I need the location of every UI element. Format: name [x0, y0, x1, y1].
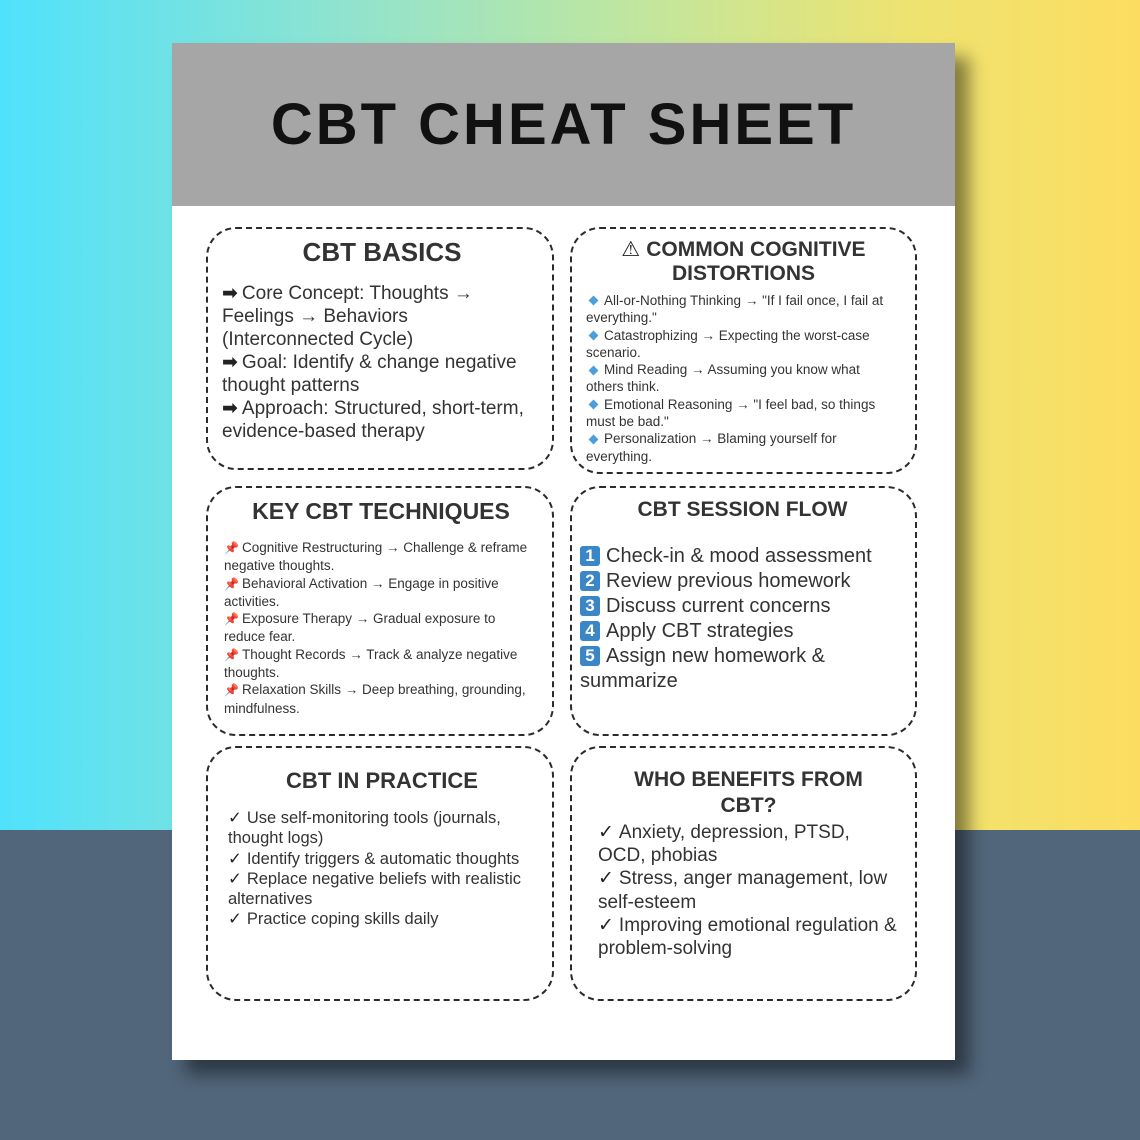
check-mark-icon: ✓ — [598, 868, 614, 890]
list-item: Mind Reading → Assuming you know what others think. — [586, 362, 860, 395]
card-title: CBT BASICS — [302, 237, 462, 267]
blue-diamond-icon — [589, 400, 599, 410]
card-title: KEY CBT TECHNIQUES — [252, 498, 510, 524]
card-cbt-basics — [206, 227, 554, 470]
list-item: 5 Assign new homework & summarize — [580, 645, 825, 692]
list-item: 1 Check-in & mood assessment — [580, 544, 905, 569]
card-cbt-in-practice — [206, 746, 554, 1001]
page-title: CBT CHEAT SHEET — [270, 92, 857, 157]
list-item: ➡ Goal: Identify & change negative thought patterns — [222, 352, 517, 396]
list-item: Catastrophizing → Expecting the worst-case scenario. — [586, 327, 870, 360]
blue-diamond-icon — [589, 296, 599, 306]
arrow-right-icon: ➡ — [222, 283, 238, 304]
warning-icon: ⚠ — [621, 238, 641, 261]
blue-diamond-icon — [589, 365, 599, 375]
number-4-icon: 4 — [580, 621, 600, 641]
arrow-right-icon: ➡ — [222, 398, 238, 419]
cheat-sheet-page — [172, 43, 955, 1060]
number-2-icon: 2 — [580, 571, 600, 591]
list-item: ✓ Anxiety, depression, PTSD, OCD, phobias — [598, 822, 850, 867]
list-item: 📌 Thought Records → Track & analyze negative thoughts. — [224, 646, 518, 681]
card-title: CBT SESSION FLOW — [637, 498, 848, 521]
list-item: ✓ Replace negative beliefs with realistic alternatives — [228, 869, 522, 909]
pushpin-icon: 📌 — [224, 576, 239, 591]
number-5-icon: 5 — [580, 646, 600, 666]
title-header — [172, 43, 955, 206]
list-item: ✓ Use self-monitoring tools (journals, thought logs) — [228, 809, 501, 848]
check-mark-icon: ✓ — [228, 849, 242, 868]
list-item: 📌 Behavioral Activation → Engage in positive activities. — [224, 575, 499, 609]
list-item: Personalization → Blaming yourself for everything. — [586, 431, 837, 464]
number-1-icon: 1 — [580, 546, 600, 566]
check-mark-icon: ✓ — [228, 809, 242, 827]
list-item: ✓ Stress, anger management, low self-esteem — [598, 868, 888, 913]
list-item: 📌 Relaxation Skills → Deep breathing, grounding, mindfulness. — [224, 682, 526, 716]
list-item: 4 Apply CBT strategies — [580, 619, 905, 644]
card-title: WHO BENEFITS FROM CBT? — [634, 768, 863, 817]
card-cognitive-distortions — [570, 227, 917, 474]
list-item: 📌 Cognitive Restructuring → Challenge & reframe negative thoughts. — [224, 540, 528, 574]
card-key-techniques — [206, 486, 554, 736]
list-item: ✓ Improving emotional regulation & problem-solving — [598, 914, 897, 960]
card-session-flow — [570, 486, 917, 736]
card-title: ⚠ COMMON COGNITIVE DISTORTIONS — [621, 238, 866, 285]
card-title: CBT IN PRACTICE — [286, 768, 478, 793]
list-item: ➡ Core Concept: Thoughts → Feelings → Behaviors (Interconnected Cycle) — [222, 283, 473, 350]
pushpin-icon: 📌 — [224, 612, 239, 627]
blue-diamond-icon — [589, 434, 599, 444]
check-mark-icon: ✓ — [598, 822, 614, 843]
pushpin-icon: 📌 — [224, 541, 239, 555]
arrow-right-icon: ➡ — [222, 352, 238, 373]
blue-diamond-icon — [589, 331, 599, 341]
card-who-benefits — [570, 746, 917, 1001]
number-3-icon: 3 — [580, 596, 600, 616]
pushpin-icon: 📌 — [224, 647, 239, 662]
check-mark-icon: ✓ — [598, 914, 614, 936]
list-item: 2 Review previous homework — [580, 569, 905, 594]
list-item: ➡ Approach: Structured, short-term, evidence-based therapy — [222, 398, 524, 442]
list-item: ✓ Practice coping skills daily — [228, 910, 439, 929]
list-item: 3 Discuss current concerns — [580, 594, 905, 619]
list-item: 📌 Exposure Therapy → Gradual exposure to reduce fear. — [224, 611, 496, 645]
check-mark-icon: ✓ — [228, 869, 242, 888]
list-item: All-or-Nothing Thinking → "If I fail once, I fail at everything." — [586, 293, 884, 326]
pushpin-icon: 📌 — [224, 683, 239, 698]
check-mark-icon: ✓ — [228, 910, 242, 929]
list-item: Emotional Reasoning → "I feel bad, so things must be bad." — [586, 396, 876, 430]
list-item: ✓ Identify triggers & automatic thoughts — [228, 849, 520, 868]
